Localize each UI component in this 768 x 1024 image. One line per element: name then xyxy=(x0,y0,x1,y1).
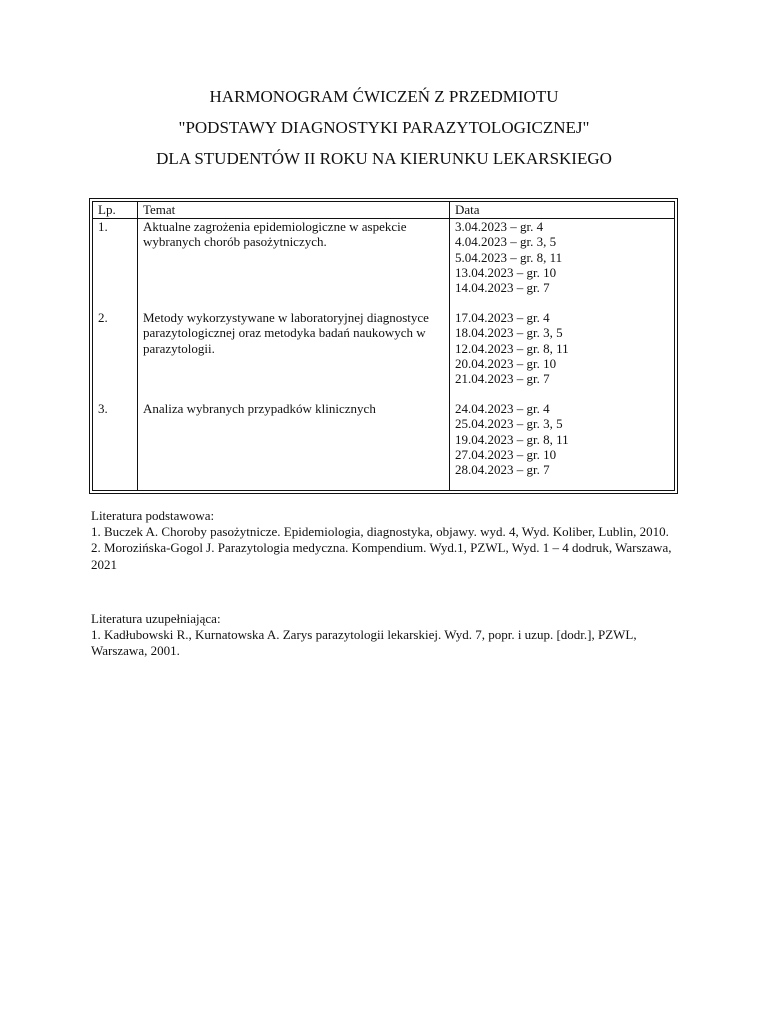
temat-cell xyxy=(138,219,450,491)
literature-basic-section xyxy=(91,508,681,573)
lp-value: 1. xyxy=(98,219,108,234)
date-entry: 5.04.2023 – gr. 8, 11 xyxy=(455,249,563,265)
temat-value: Aktualne zagrożenia epidemiologiczne w aspekcie wybranych chorób pasożytniczych. xyxy=(143,219,407,250)
date-entry: 25.04.2023 – gr. 3, 5 xyxy=(455,416,563,432)
date-group xyxy=(455,310,669,401)
literature-extra-heading: Literatura uzupełniająca: xyxy=(91,611,221,626)
data-cell xyxy=(450,219,675,491)
literature-item: 2. Morozińska-Gogol J. Parazytologia medyczna. Kompendium. Wyd.1, PZWL, Wyd. 1 – 4 dodruk, Warszawa, 2021 xyxy=(91,540,672,572)
literature-item: 1. Buczek A. Choroby pasożytnicze. Epidemiologia, diagnostyka, objawy. wyd. 4, Wyd. Koliber, Lublin, 2010. xyxy=(91,524,669,540)
lp-cell xyxy=(93,219,138,491)
table-header-row xyxy=(93,202,675,219)
date-entry: 24.04.2023 – gr. 4 xyxy=(455,401,550,416)
column-header-lp: Lp. xyxy=(93,202,138,219)
document-title-line-3: DLA STUDENTÓW II ROKU NA KIERUNKU LEKARSKIEGO xyxy=(156,149,612,168)
document-title-line-1: HARMONOGRAM ĆWICZEŃ Z PRZEDMIOTU xyxy=(209,87,559,106)
date-group xyxy=(455,219,669,310)
schedule-table-frame xyxy=(89,198,678,494)
temat-value: Analiza wybranych przypadków klinicznych xyxy=(143,401,376,416)
literature-item: 1. Kadłubowski R., Kurnatowska A. Zarys parazytologii lekarskiej. Wyd. 7, popr. i uzup. [dodr.], PZWL, Warszawa, 2001. xyxy=(91,627,637,659)
date-entry: 17.04.2023 – gr. 4 xyxy=(455,310,550,325)
date-entry: 3.04.2023 – gr. 4 xyxy=(455,219,544,234)
date-entry: 28.04.2023 – gr. 7 xyxy=(455,462,550,478)
date-entry: 21.04.2023 – gr. 7 xyxy=(455,371,550,387)
date-entry: 18.04.2023 – gr. 3, 5 xyxy=(455,325,563,341)
date-entry: 27.04.2023 – gr. 10 xyxy=(455,446,557,462)
literature-basic-heading: Literatura podstawowa: xyxy=(91,508,215,523)
date-entry: 12.04.2023 – gr. 8, 11 xyxy=(455,340,569,356)
column-header-temat: Temat xyxy=(138,202,450,219)
date-entry: 20.04.2023 – gr. 10 xyxy=(455,355,557,371)
column-header-data: Data xyxy=(450,202,675,219)
document-title-line-2: "PODSTAWY DIAGNOSTYKI PARAZYTOLOGICZNEJ" xyxy=(178,118,590,137)
date-entry: 4.04.2023 – gr. 3, 5 xyxy=(455,234,557,250)
date-entry: 13.04.2023 – gr. 10 xyxy=(455,264,557,280)
lp-value: 3. xyxy=(98,401,108,416)
schedule-table xyxy=(92,201,675,491)
date-group xyxy=(455,401,669,477)
temat-value: Metody wykorzystywane w laboratoryjnej diagnostyce parazytologicznej oraz metodyka badań naukowych w parazytologii. xyxy=(143,310,429,356)
date-entry: 14.04.2023 – gr. 7 xyxy=(455,280,550,296)
date-entry: 19.04.2023 – gr. 8, 11 xyxy=(455,431,569,447)
table-row xyxy=(93,219,675,491)
lp-value: 2. xyxy=(98,310,108,325)
literature-extra-section xyxy=(91,611,681,660)
